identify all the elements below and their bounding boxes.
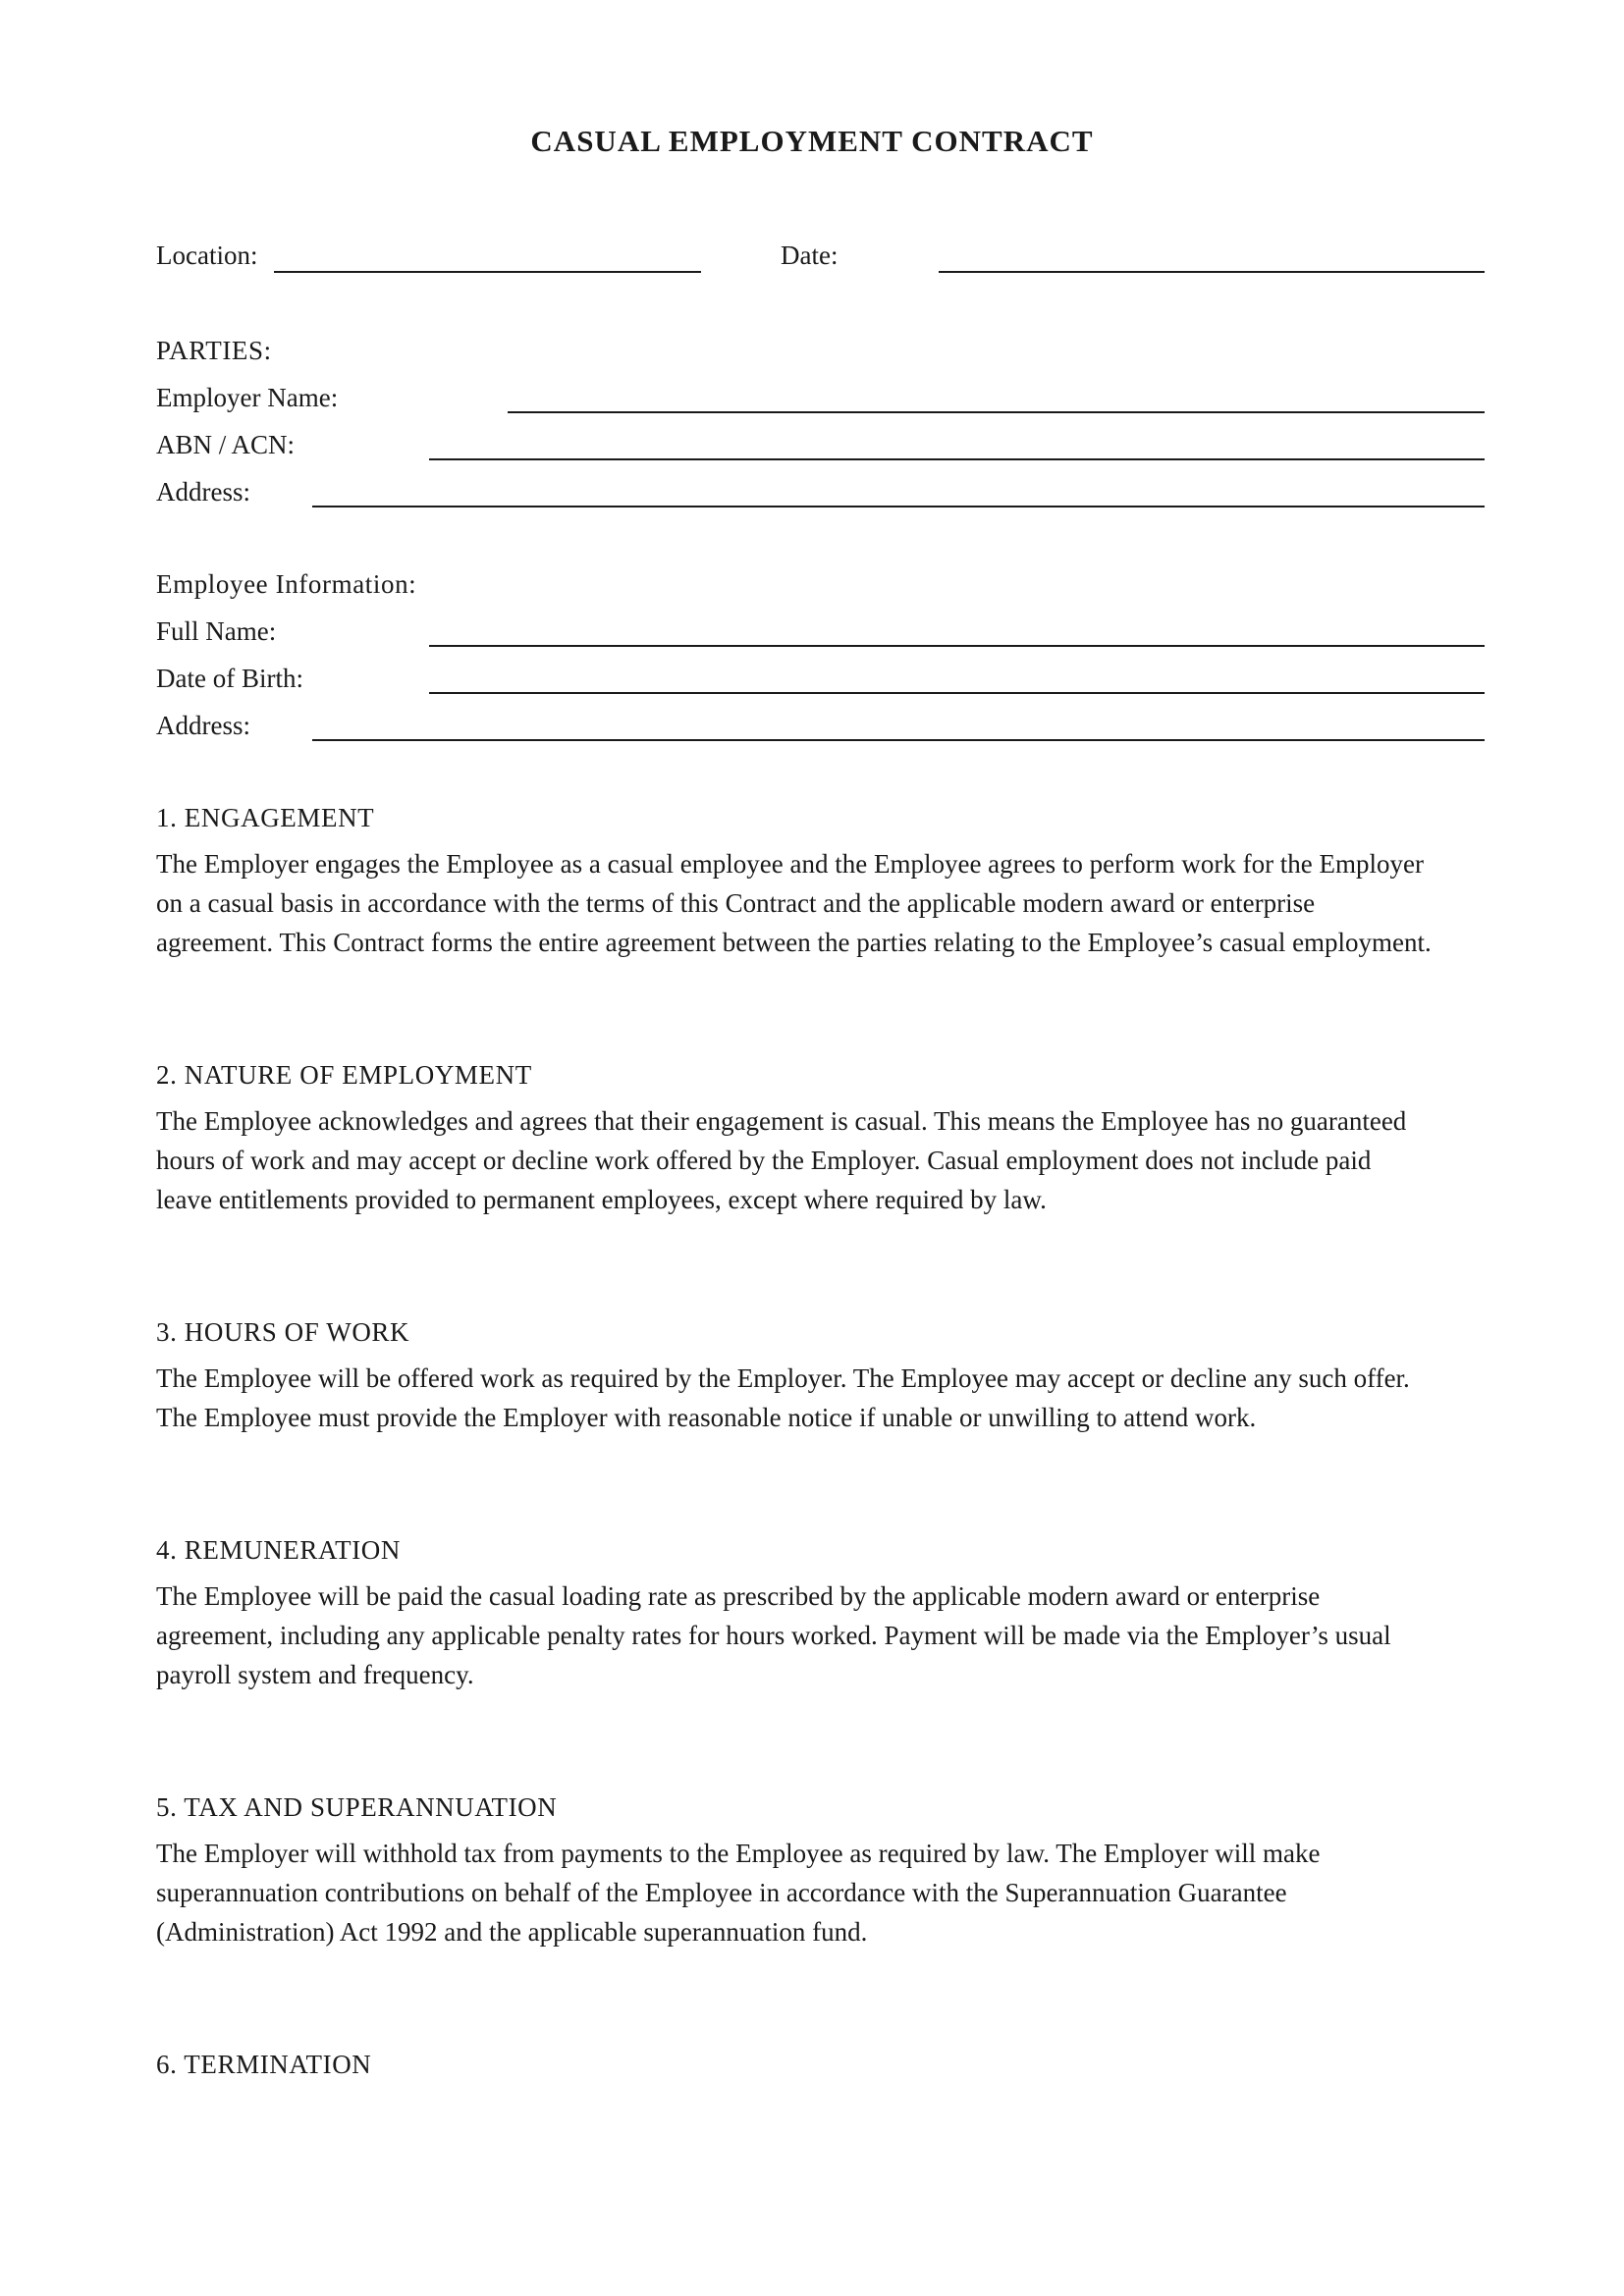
section-4-line: agreement, including any applicable penalty rates for hours worked. Payment will be made via the Employer’s usual xyxy=(156,1621,1391,1650)
section-2-body xyxy=(156,1101,1491,1219)
document-title: CASUAL EMPLOYMENT CONTRACT xyxy=(530,124,1094,158)
section-1-body xyxy=(156,844,1491,962)
section-2-line: hours of work and may accept or decline work offered by the Employer. Casual employment does not include paid xyxy=(156,1146,1372,1175)
section-5-body xyxy=(156,1834,1491,1951)
section-3-line: The Employee will be offered work as required by the Employer. The Employee may accept or decline any such offer. xyxy=(156,1363,1410,1393)
section-2-line: The Employee acknowledges and agrees that their engagement is casual. This means the Employee has no guaranteed xyxy=(156,1106,1407,1136)
section-1-heading: 1. ENGAGEMENT xyxy=(156,803,375,832)
date-label: Date: xyxy=(781,240,839,270)
full-name-label: Full Name: xyxy=(156,616,277,646)
employer-name-field[interactable] xyxy=(508,411,1485,413)
section-4-heading: 4. REMUNERATION xyxy=(156,1535,401,1565)
employee-address-label: Address: xyxy=(156,711,250,740)
employer-address-label: Address: xyxy=(156,477,250,507)
section-5-line: (Administration) Act 1992 and the applicable superannuation fund. xyxy=(156,1917,868,1947)
abn-acn-label: ABN / ACN: xyxy=(156,430,296,459)
date-field[interactable] xyxy=(939,271,1485,273)
parties-heading: PARTIES: xyxy=(156,336,272,365)
date-of-birth-field[interactable] xyxy=(429,692,1485,694)
section-2-heading: 2. NATURE OF EMPLOYMENT xyxy=(156,1060,532,1090)
employer-address-field[interactable] xyxy=(312,506,1485,507)
employer-name-label: Employer Name: xyxy=(156,383,339,412)
section-1-line: The Employer engages the Employee as a casual employee and the Employee agrees to perform work for the Employer xyxy=(156,849,1425,879)
section-3-body xyxy=(156,1359,1491,1437)
date-of-birth-label: Date of Birth: xyxy=(156,664,303,693)
location-field[interactable] xyxy=(274,271,701,273)
abn-acn-field[interactable] xyxy=(429,458,1485,460)
employee-info-heading: Employee Information: xyxy=(156,569,417,599)
employee-address-field[interactable] xyxy=(312,739,1485,741)
location-label: Location: xyxy=(156,240,258,270)
section-4-line: payroll system and frequency. xyxy=(156,1660,474,1689)
section-6-heading: 6. TERMINATION xyxy=(156,2050,372,2079)
section-3-line: The Employee must provide the Employer with reasonable notice if unable or unwilling to attend work. xyxy=(156,1403,1257,1432)
section-1-line: on a casual basis in accordance with the terms of this Contract and the applicable modern award or enterprise xyxy=(156,888,1316,918)
section-5-line: The Employer will withhold tax from payments to the Employee as required by law. The Employer will make xyxy=(156,1839,1321,1868)
section-1-line: agreement. This Contract forms the entire agreement between the parties relating to the Employee’s casual employment. xyxy=(156,928,1432,957)
full-name-field[interactable] xyxy=(429,645,1485,647)
section-3-heading: 3. HOURS OF WORK xyxy=(156,1317,410,1347)
section-5-heading: 5. TAX AND SUPERANNUATION xyxy=(156,1792,558,1822)
section-4-body xyxy=(156,1576,1491,1694)
section-2-line: leave entitlements provided to permanent employees, except where required by law. xyxy=(156,1185,1047,1214)
section-5-line: superannuation contributions on behalf of the Employee in accordance with the Superannuation Guarantee xyxy=(156,1878,1287,1907)
section-4-line: The Employee will be paid the casual loading rate as prescribed by the applicable modern award or enterprise xyxy=(156,1581,1321,1611)
